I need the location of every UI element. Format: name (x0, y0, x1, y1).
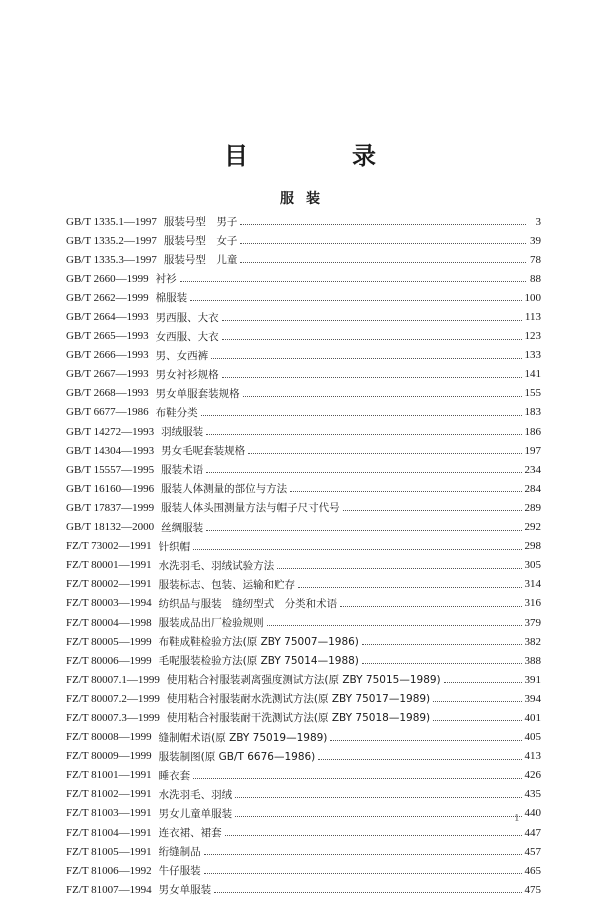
entry-title: 衬衫 (155, 273, 177, 286)
entry-page: 447 (524, 826, 541, 839)
dot-leader (343, 510, 522, 511)
dot-leader (204, 873, 522, 874)
standard-code: GB/T 2668—1993 (66, 387, 149, 400)
entry-title: 使用粘合衬服装耐干洗测试方法(原 ZBY 75018—1989) (166, 712, 431, 725)
toc-entry (66, 594, 541, 613)
entry-page: 141 (524, 368, 541, 381)
toc-entry (66, 728, 541, 747)
dot-leader (206, 530, 521, 531)
dot-leader (193, 549, 521, 550)
entry-page: 3 (535, 215, 541, 228)
entry-title: 睡衣套 (158, 769, 191, 782)
dot-leader (362, 663, 522, 664)
standard-code: FZ/T 81007—1994 (66, 883, 152, 896)
toc-entry (66, 365, 541, 384)
toc-entry (66, 804, 541, 823)
entry-page: 289 (524, 501, 541, 514)
toc-entry (66, 766, 541, 785)
entry-page: 379 (524, 616, 541, 629)
entry-title: 服装人体头围测量方法与帽子尺寸代号 (161, 502, 340, 515)
entry-page: 234 (524, 463, 541, 476)
dot-leader (330, 740, 521, 741)
entry-page: 394 (524, 692, 541, 705)
entry-page: 123 (524, 330, 541, 343)
entry-page: 155 (524, 387, 541, 400)
toc-entry (66, 651, 541, 670)
entry-page: 316 (524, 597, 541, 610)
dot-leader (222, 320, 522, 321)
toc-entry (66, 575, 541, 594)
standard-code: FZ/T 80001—1991 (66, 559, 152, 572)
standard-code: GB/T 1335.3—1997 (66, 253, 157, 266)
toc-entry (66, 422, 541, 441)
dot-leader (444, 682, 522, 683)
entry-page: 133 (524, 349, 541, 362)
dot-leader (206, 472, 521, 473)
dot-leader (362, 644, 522, 645)
toc-entry (66, 556, 541, 575)
entry-page: 78 (530, 253, 541, 266)
standard-code: GB/T 15557—1995 (66, 463, 155, 476)
entry-title: 男女儿童单服装 (158, 807, 233, 820)
toc-entry (66, 823, 541, 842)
dot-leader (225, 835, 522, 836)
standard-code: FZ/T 80006—1999 (66, 654, 152, 667)
toc-entry (66, 708, 541, 727)
dot-leader (433, 720, 521, 721)
toc-entry (66, 479, 541, 498)
dot-leader (222, 339, 522, 340)
entry-page: 39 (530, 234, 541, 247)
standard-code: GB/T 2665—1993 (66, 330, 149, 343)
dot-leader (318, 759, 521, 760)
entry-title: 男女衬衫规格 (155, 368, 219, 381)
toc-entry (66, 880, 541, 899)
entry-title: 棉服装 (155, 292, 188, 305)
toc-entry (66, 327, 541, 346)
toc-entry (66, 307, 541, 326)
entry-page: 305 (524, 559, 541, 572)
standard-code: FZ/T 80007.1—1999 (66, 673, 160, 686)
toc-entry (66, 250, 541, 269)
toc-entry (66, 518, 541, 537)
dot-leader (340, 606, 521, 607)
entry-title: 毛呢服装检验方法(原 ZBY 75014—1988) (158, 655, 359, 668)
dot-leader (201, 415, 522, 416)
dot-leader (206, 434, 521, 435)
toc-entry (66, 632, 541, 651)
toc-entry (66, 269, 541, 288)
entry-title: 女西服、大衣 (155, 330, 219, 343)
entry-title: 男女单服装 (158, 884, 212, 897)
dot-leader (240, 243, 526, 244)
standard-code: GB/T 14304—1993 (66, 444, 155, 457)
standard-code: FZ/T 81001—1991 (66, 769, 152, 782)
entry-title: 男女毛呢套装规格 (161, 445, 246, 458)
dot-leader (214, 892, 521, 893)
standard-code: GB/T 17837—1999 (66, 501, 155, 514)
dot-leader (277, 568, 521, 569)
entry-page: 183 (524, 406, 541, 419)
standard-code: FZ/T 73002—1991 (66, 540, 152, 553)
entry-page: 457 (524, 845, 541, 858)
standard-code: FZ/T 80007.3—1999 (66, 711, 160, 724)
entry-page: 435 (524, 788, 541, 801)
toc-entry (66, 861, 541, 880)
entry-page: 391 (524, 673, 541, 686)
standard-code: GB/T 2666—1993 (66, 349, 149, 362)
standard-code: FZ/T 81002—1991 (66, 788, 152, 801)
toc-entry (66, 842, 541, 861)
dot-leader (204, 854, 522, 855)
entry-title: 服装号型 儿童 (163, 254, 238, 267)
toc-entry (66, 498, 541, 517)
standard-code: GB/T 14272—1993 (66, 425, 155, 438)
standard-code: FZ/T 80003—1994 (66, 597, 152, 610)
standard-code: FZ/T 81004—1991 (66, 826, 152, 839)
standard-code: FZ/T 80007.2—1999 (66, 692, 160, 705)
entry-title: 男、女西裤 (155, 349, 209, 362)
standard-code: GB/T 18132—2000 (66, 521, 155, 534)
entry-title: 羽绒服装 (161, 426, 204, 439)
entry-page: 413 (524, 750, 541, 763)
toc-entry (66, 212, 541, 231)
standard-code: FZ/T 81005—1991 (66, 845, 152, 858)
dot-leader (298, 587, 521, 588)
entry-page: 475 (524, 883, 541, 896)
entry-title: 缝制帽术语(原 ZBY 75019—1989) (158, 731, 328, 744)
entry-title: 绗缝制品 (158, 846, 201, 859)
entry-title: 服装人体测量的部位与方法 (161, 483, 288, 496)
standard-code: GB/T 2667—1993 (66, 368, 149, 381)
entry-page: 284 (524, 482, 541, 495)
dot-leader (193, 778, 521, 779)
dot-leader (190, 300, 521, 301)
entry-page: 88 (530, 272, 541, 285)
toc-entry (66, 441, 541, 460)
entry-page: 197 (524, 444, 541, 457)
toc-entry (66, 460, 541, 479)
entry-title: 服装成品出厂检验规则 (158, 617, 264, 630)
dot-leader (222, 377, 522, 378)
entry-page: 426 (524, 769, 541, 782)
page-number: 1 (514, 812, 520, 824)
standard-code: FZ/T 81003—1991 (66, 807, 152, 820)
toc-entry (66, 346, 541, 365)
entry-title: 使用粘合衬服装剥离强度测试方法(原 ZBY 75015—1989) (166, 674, 441, 687)
entry-title: 男西服、大衣 (155, 311, 219, 324)
dot-leader (248, 453, 521, 454)
entry-title: 使用粘合衬服装耐水洗测试方法(原 ZBY 75017—1989) (166, 693, 431, 706)
dot-leader (240, 224, 526, 225)
entry-title: 服装号型 女子 (163, 235, 238, 248)
entry-page: 314 (524, 578, 541, 591)
standard-code: FZ/T 80002—1991 (66, 578, 152, 591)
entry-title: 牛仔服装 (158, 865, 201, 878)
entry-page: 298 (524, 540, 541, 553)
page-title: 目 录 (224, 141, 416, 170)
section-heading: 服装 (280, 191, 332, 207)
standard-code: FZ/T 80004—1998 (66, 616, 152, 629)
dot-leader (433, 701, 521, 702)
entry-title: 布鞋分类 (155, 406, 198, 419)
standard-code: FZ/T 80005—1999 (66, 635, 152, 648)
toc-entry (66, 785, 541, 804)
entry-title: 服装标志、包装、运输和贮存 (158, 578, 296, 591)
entry-page: 401 (524, 711, 541, 724)
entry-page: 388 (524, 654, 541, 667)
entry-title: 服装术语 (161, 464, 204, 477)
toc-entry (66, 288, 541, 307)
entry-page: 440 (524, 807, 541, 820)
entry-title: 服装号型 男子 (163, 216, 238, 229)
entry-page: 292 (524, 521, 541, 534)
dot-leader (235, 816, 521, 817)
toc-entry (66, 689, 541, 708)
entry-title: 男女单服套装规格 (155, 387, 240, 400)
standard-code: FZ/T 80009—1999 (66, 750, 152, 763)
dot-leader (243, 396, 522, 397)
entry-page: 100 (524, 291, 541, 304)
dot-leader (235, 797, 521, 798)
dot-leader (211, 358, 521, 359)
entry-title: 水洗羽毛、羽绒 (158, 788, 233, 801)
toc-entry (66, 403, 541, 422)
entry-title: 针织帽 (158, 540, 191, 553)
dot-leader (290, 491, 521, 492)
standard-code: GB/T 2660—1999 (66, 272, 149, 285)
dot-leader (240, 262, 526, 263)
entry-page: 465 (524, 864, 541, 877)
entry-title: 布鞋成鞋检验方法(原 ZBY 75007—1986) (158, 636, 359, 649)
toc-entry (66, 747, 541, 766)
entry-title: 服装制图(原 GB/T 6676—1986) (158, 750, 316, 763)
standard-code: FZ/T 81006—1992 (66, 864, 152, 877)
dot-leader (180, 281, 526, 282)
entry-title: 水洗羽毛、羽绒试验方法 (158, 559, 275, 572)
entry-page: 186 (524, 425, 541, 438)
entry-title: 丝绸服装 (161, 521, 204, 534)
toc-entry (66, 613, 541, 632)
standard-code: GB/T 16160—1996 (66, 482, 155, 495)
entry-page: 382 (524, 635, 541, 648)
entry-title: 连衣裙、裙套 (158, 827, 222, 840)
standard-code: GB/T 6677—1986 (66, 406, 149, 419)
standard-code: FZ/T 80008—1999 (66, 731, 152, 744)
entry-page: 405 (524, 731, 541, 744)
standard-code: GB/T 2662—1999 (66, 291, 149, 304)
entry-title: 纺织品与服装 缝纫型式 分类和术语 (158, 597, 338, 610)
toc-entry (66, 384, 541, 403)
toc-entry (66, 670, 541, 689)
toc-entry (66, 537, 541, 556)
entry-page: 113 (524, 311, 541, 324)
dot-leader (267, 625, 522, 626)
toc-entry (66, 231, 541, 250)
standard-code: GB/T 1335.1—1997 (66, 215, 157, 228)
standard-code: GB/T 2664—1993 (66, 311, 149, 324)
table-of-contents (66, 212, 541, 899)
standard-code: GB/T 1335.2—1997 (66, 234, 157, 247)
